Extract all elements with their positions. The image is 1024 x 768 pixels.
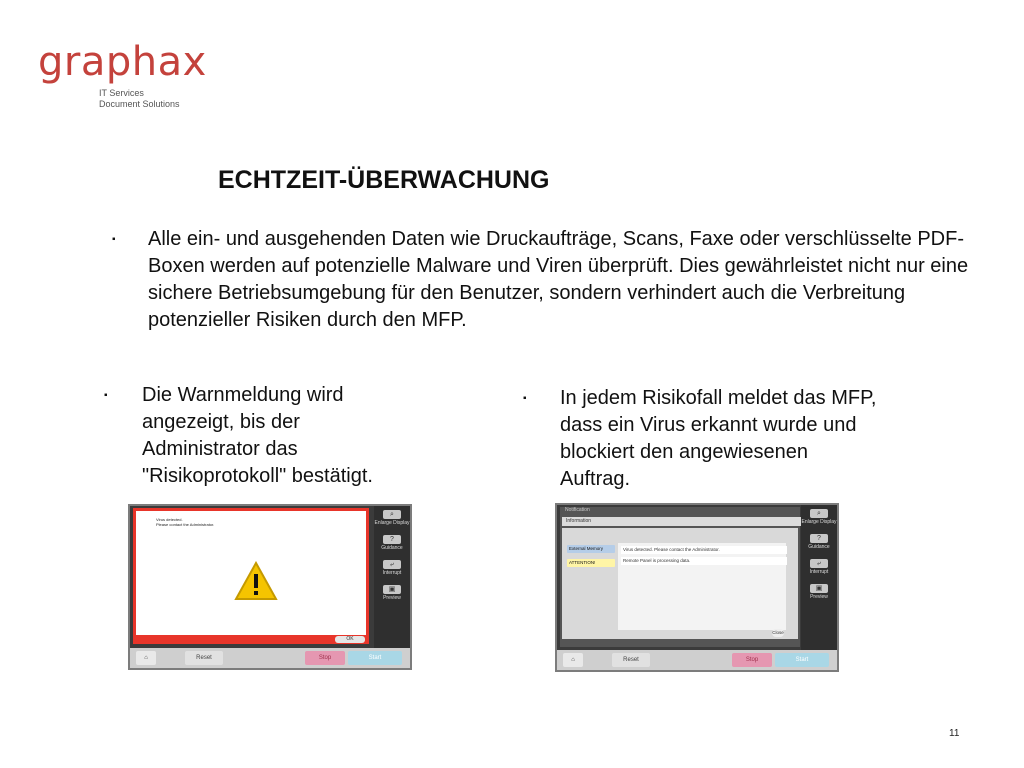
interrupt-button[interactable]: ⤶ Interrupt xyxy=(809,560,829,575)
enlarge-display-button[interactable]: ⌕ Enlarge Display xyxy=(374,511,410,526)
guidance-button[interactable]: ? Guidance xyxy=(808,535,830,550)
preview-icon: ▣ xyxy=(383,585,401,594)
interrupt-icon: ⤶ xyxy=(810,559,828,568)
interrupt-button[interactable]: ⤶ Interrupt xyxy=(382,561,402,576)
main-paragraph: Alle ein- und ausgehenden Daten wie Druckaufträge, Scans, Faxe oder verschlüsselte PDF-Boxen werden auf potenzielle Malware und Viren überprüft. Dies gewährleistet nicht nur eine sichere Betriebsumgebung für den Benutzer, sondern verhindert auch die Verbreitung potenzieller Risiken durch den MFP. xyxy=(148,228,969,331)
message-panel xyxy=(618,543,786,630)
home-icon: ⌂ xyxy=(571,657,575,663)
start-button[interactable]: Start xyxy=(348,651,402,665)
home-button[interactable] xyxy=(563,653,583,667)
stop-button[interactable]: Stop xyxy=(305,651,345,665)
help-icon: ? xyxy=(383,535,401,544)
bullet-icon: ▪ xyxy=(104,390,108,401)
ok-button[interactable]: OK xyxy=(335,636,365,643)
message-line-1: Virus detected. Please contact the Administrator. xyxy=(621,546,787,554)
reset-button[interactable]: Reset xyxy=(612,653,650,667)
warning-line-1: Virus detected. xyxy=(156,517,183,522)
preview-button[interactable]: ▣ Preview xyxy=(383,586,401,601)
interrupt-icon: ⤶ xyxy=(383,560,401,569)
notification-header: Notification xyxy=(565,507,590,513)
message-line-2: Remote Panel is processing data. xyxy=(621,557,787,565)
notification-window xyxy=(560,507,800,647)
magnifier-icon: ⌕ xyxy=(383,510,401,519)
bullet-icon: ▪ xyxy=(523,393,527,404)
warning-triangle-icon xyxy=(234,561,278,601)
bullet-icon: ▪ xyxy=(112,234,116,245)
warning-dialog xyxy=(136,511,366,635)
device-bottom-bar xyxy=(130,648,410,668)
home-button[interactable] xyxy=(136,651,156,665)
reset-button[interactable]: Reset xyxy=(185,651,223,665)
notification-body xyxy=(562,528,798,639)
external-memory-item[interactable]: External Memory xyxy=(567,545,615,553)
logo-tagline-1: IT Services xyxy=(99,88,144,98)
device-warning-screen xyxy=(128,504,412,670)
device-side-panel xyxy=(801,505,837,650)
start-button[interactable]: Start xyxy=(775,653,829,667)
warning-frame xyxy=(133,508,369,644)
home-icon: ⌂ xyxy=(144,655,148,661)
right-paragraph: In jedem Risikofall meldet das MFP, dass ein Virus erkannt wurde und blockiert den angewiesenen Auftrag. xyxy=(560,387,877,490)
preview-button[interactable]: ▣ Preview xyxy=(810,585,828,600)
device-bottom-bar xyxy=(557,650,837,670)
graphax-logo xyxy=(38,38,207,110)
left-paragraph: Die Warnmeldung wird angezeigt, bis der Administrator das "Risikoprotokoll" bestätigt. xyxy=(142,384,373,487)
close-button[interactable]: Close xyxy=(772,630,784,635)
logo-wordmark: graphax xyxy=(38,39,207,85)
device-notification-screen xyxy=(555,503,839,672)
device-side-panel xyxy=(374,506,410,648)
logo-tagline-2: Document Solutions xyxy=(99,99,180,109)
attention-item[interactable]: ATTENTION! xyxy=(567,559,615,567)
enlarge-display-button[interactable]: ⌕ Enlarge Display xyxy=(801,510,837,525)
page-number: 11 xyxy=(949,728,960,739)
magnifier-icon: ⌕ xyxy=(810,509,828,518)
preview-icon: ▣ xyxy=(810,584,828,593)
information-tab[interactable]: Information xyxy=(562,517,802,526)
guidance-button[interactable]: ? Guidance xyxy=(381,536,403,551)
stop-button[interactable]: Stop xyxy=(732,653,772,667)
help-icon: ? xyxy=(810,534,828,543)
warning-line-2: Please contact the Administrator. xyxy=(156,522,215,527)
slide-title: ECHTZEIT-ÜBERWACHUNG xyxy=(218,166,550,194)
